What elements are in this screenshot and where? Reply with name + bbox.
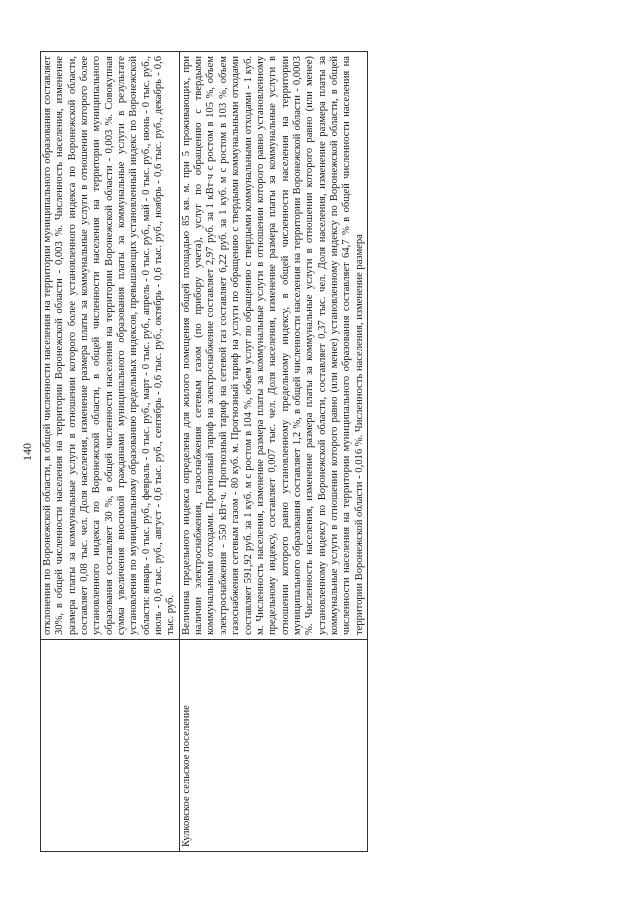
- settlement-cell: Кулковское сельское поселение: [179, 640, 367, 852]
- table-row: [179, 52, 367, 852]
- page-number: 140: [20, 443, 34, 461]
- table-row: [41, 52, 180, 852]
- description-cell: отклонения по Воронежской области, в общей численности населения на территории муниципального образования составляет 30%, в общей численности населения на территории Воронежской области - 0,003 %. Численность населения, изменение размера платы за коммунальные услуги в отношении которого более установленного индекса по Воронежской области, составляет 0,08 тыс. чел. Доля населения, изменение размера платы за коммунальные услуги в отношении которого более установленного индекса по Воронежской области, в общей численности населения на территории муниципального образования составляет 30 %, в общей численности населения на территории Воронежской области - 0,003 %. Совокупная сумма увеличения вносимой гражданами муниципального образования платы за коммунальные услуги в результате установления по муниципальному образованию предельных индексов, превышающих установленный индекс по Воронежской области: январь - 0 тыс. руб., февраль - 0 тыс. руб., март - 0 тыс. руб., апрель - 0 тыс. руб., май - 0 тыс. руб., июнь - 0 тыс. руб., июль - 0,6 тыс. руб., август - 0,6 тыс. руб., сентябрь - 0,6 тыс. руб., октябрь - 0,6 тыс. руб., ноябрь - 0,6 тыс. руб., декабрь - 0,6 тыс. руб.: [41, 52, 180, 640]
- rotated-page: [18, 22, 618, 882]
- description-cell: Величина предельного индекса определена для жилого помещения общей площадью 85 кв. м. при 5 проживающих, при наличии электроснабжения, газоснабжения сетевым газом (по прибору учета), услуг по обращению с твердыми коммунальными отходами. Прогнозный тариф на электроснабжение составляет 2,97 руб. за 1 кВт·ч с ростом в 105 %, объем электроснабжения - 550 кВт·ч. Прогнозный тариф на сетевой газ составляет 6,22 руб. за 1 куб. м с ростом в 103 %, объем газоснабжения сетевым газом - 80 куб. м. Прогнозный тариф на услуги по обращению с твердыми коммунальными отходами составляет 591,92 руб. за 1 куб. м с ростом в 104 %, объем услуг по обращению с твердыми коммунальными отходами - 1 куб. м. Численность населения, изменение размера платы за коммунальные услуги в отношении которого равно установленному предельному индексу, составляет 0,007 тыс. чел. Доля населения, изменение размера платы за коммунальные услуги в отношении которого равно установленному предельному индексу, в общей численности населения на территории муниципального образования составляет 1,2 %, в общей численности населения на территории Воронежской области - 0,0003 %. Численность населения, изменение размера платы за коммунальные услуги в отношении которого равно (или менее) установленному индексу по Воронежской области, составляет 0,37 тыс. чел. Доля населения, изменение размера платы за коммунальные услуги в отношении которого равно (или менее) установленному индексу по Воронежской области, в общей численности населения на территории муниципального образования составляет 64,7 % в общей численности населения на территории Воронежской области - 0,016 %. Численность населения, изменение размера: [179, 52, 367, 640]
- settlement-cell: [41, 640, 180, 852]
- index-table: [40, 51, 368, 852]
